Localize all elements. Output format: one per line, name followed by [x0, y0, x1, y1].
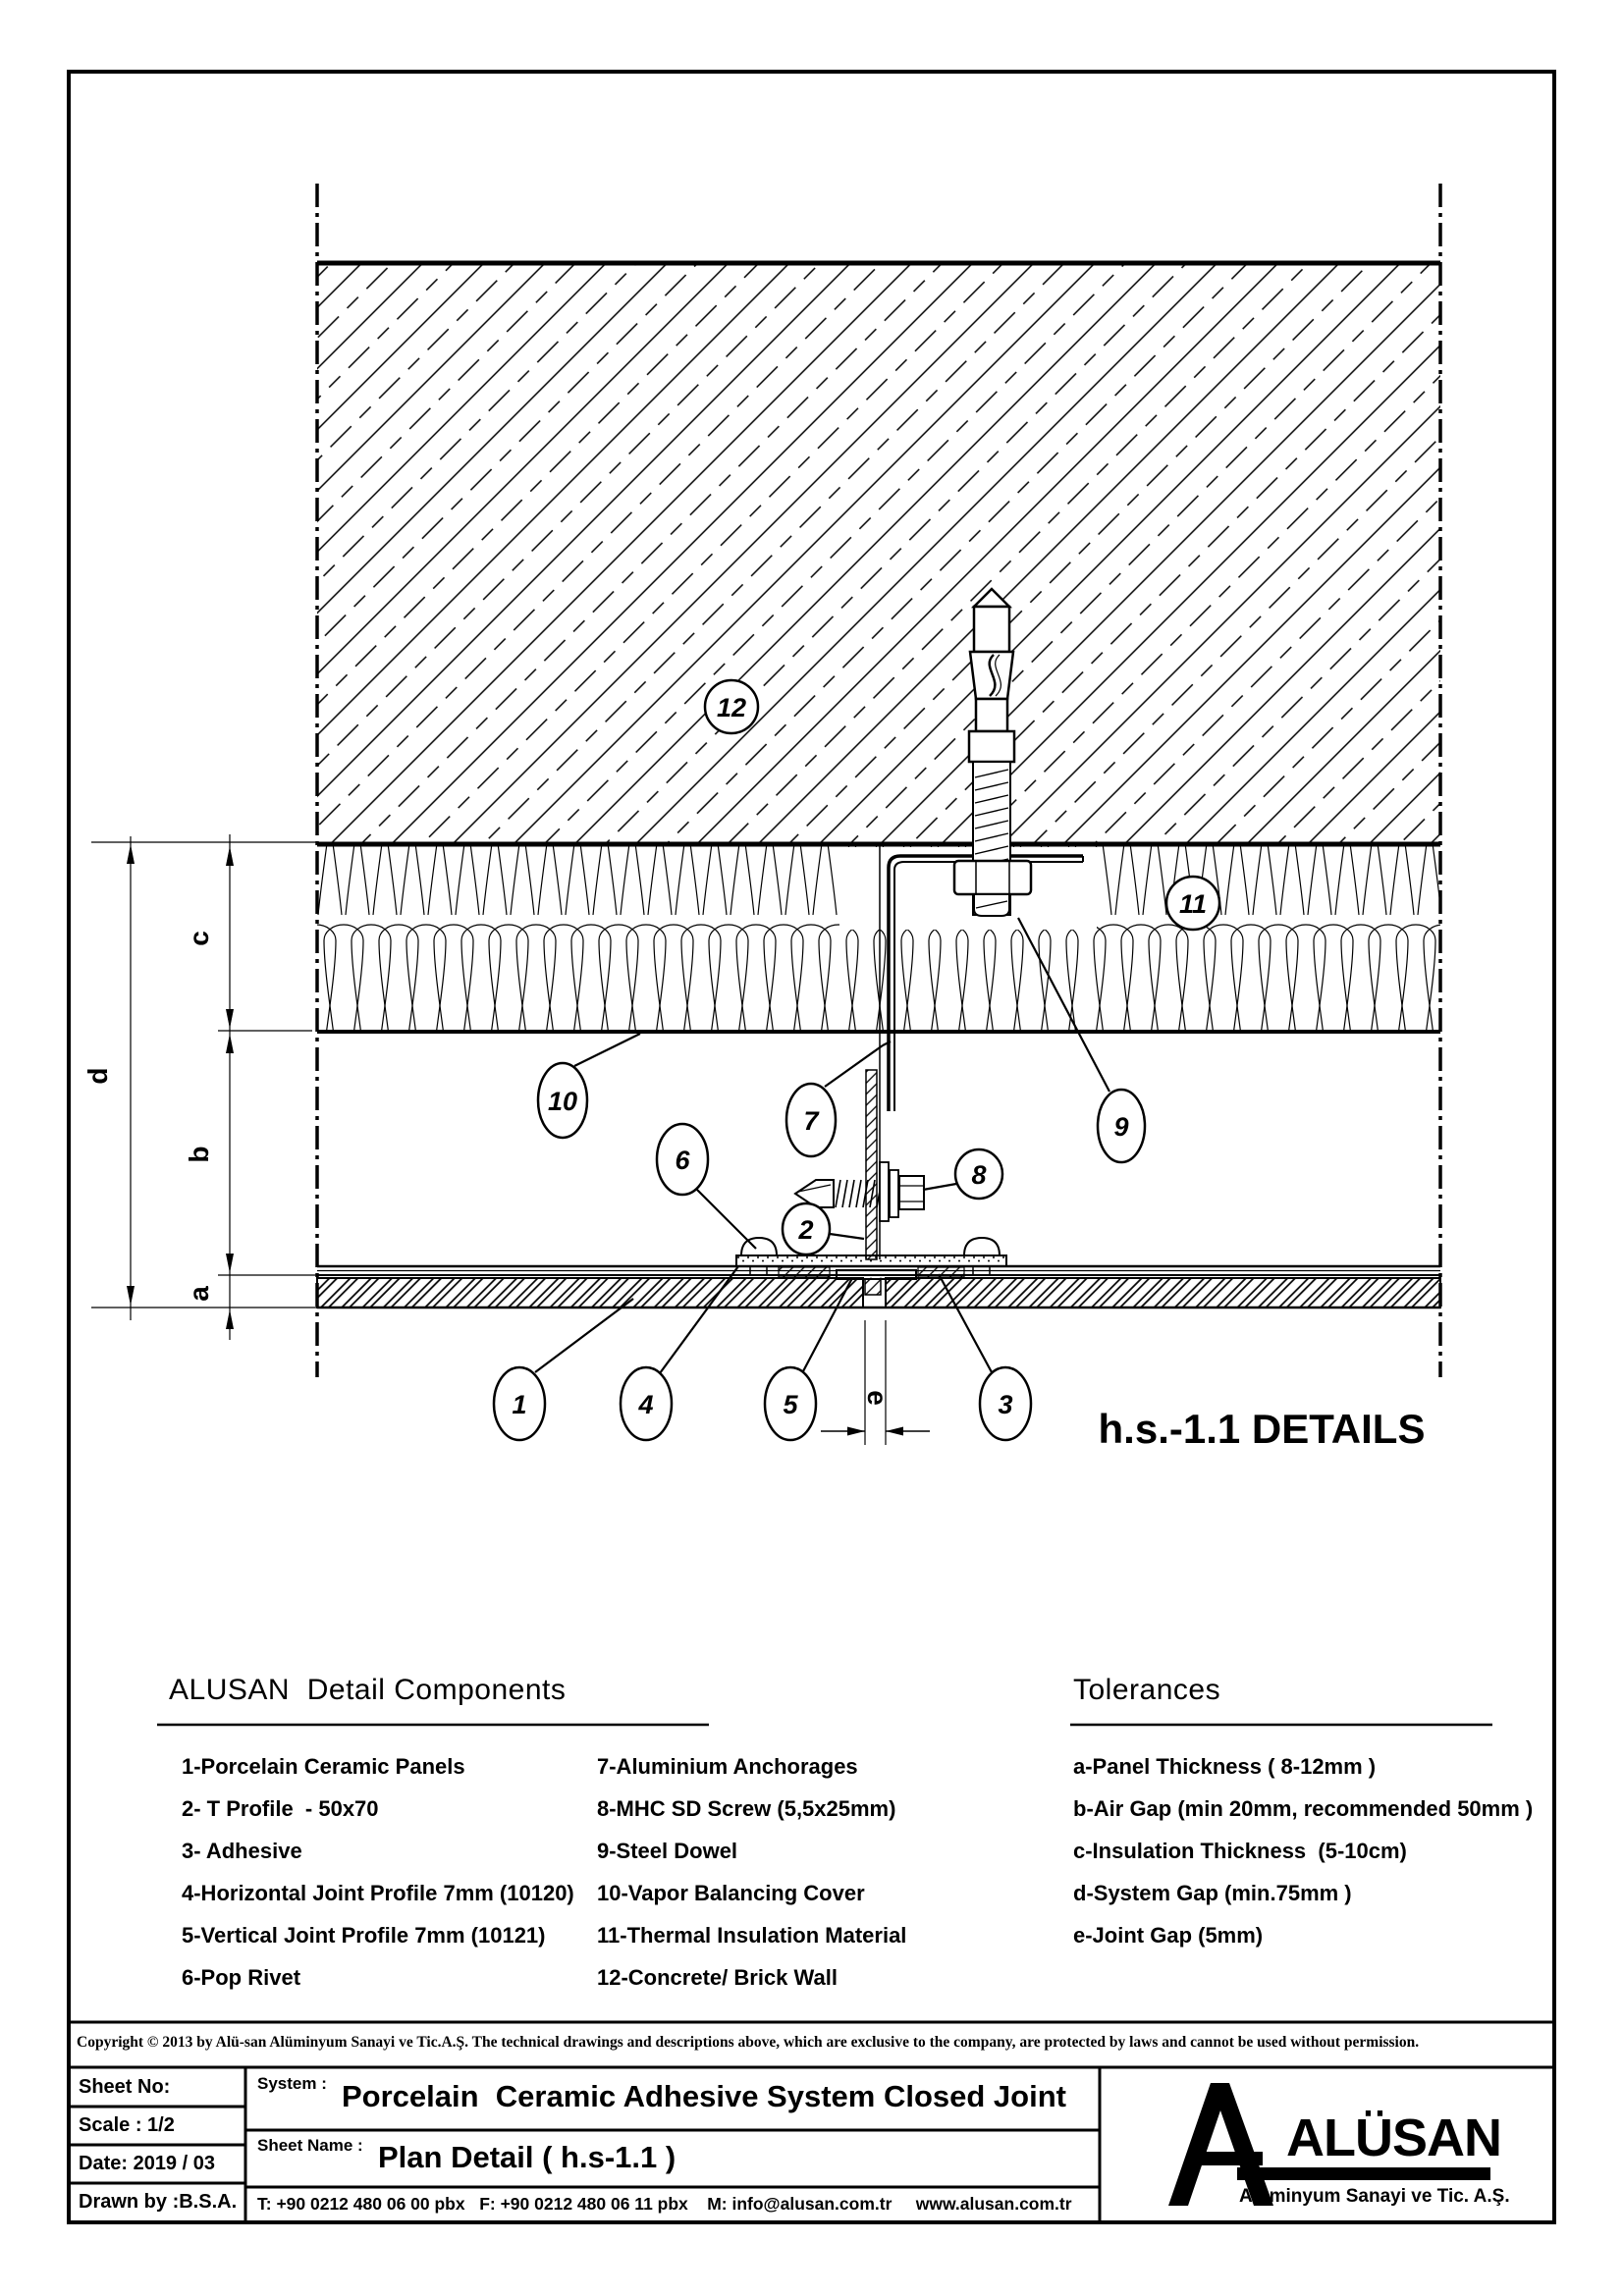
component-item-9: 9-Steel Dowel [597, 1839, 738, 1863]
callout-1-label: 1 [512, 1390, 527, 1419]
tolerance-item-e: e-Joint Gap (5mm) [1073, 1923, 1264, 1948]
scale-label: Scale : 1/2 [79, 2114, 175, 2136]
component-item-12: 12-Concrete/ Brick Wall [597, 1965, 838, 1990]
t-profile-web [866, 1070, 877, 1259]
system-value: Porcelain Ceramic Adhesive System Closed Joint [342, 2079, 1066, 2113]
sheet-name-value: Plan Detail ( h.s-1.1 ) [378, 2140, 676, 2174]
details-title: h.s.-1.1 DETAILS [1098, 1406, 1426, 1452]
callout-12-label: 12 [716, 693, 747, 722]
tolerance-item-d: d-System Gap (min.75mm ) [1073, 1881, 1352, 1905]
callout-11-label: 11 [1178, 889, 1208, 919]
dim-label-e: e [862, 1390, 893, 1406]
component-item-8: 8-MHC SD Screw (5,5x25mm) [597, 1796, 896, 1821]
component-item-5: 5-Vertical Joint Profile 7mm (10121) [182, 1923, 546, 1948]
component-item-11: 11-Thermal Insulation Material [597, 1923, 907, 1948]
callout-6-label: 6 [675, 1146, 690, 1175]
component-item-1: 1-Porcelain Ceramic Panels [182, 1754, 465, 1779]
tolerance-item-a: a-Panel Thickness ( 8-12mm ) [1073, 1754, 1377, 1779]
dim-label-a: a [184, 1286, 214, 1302]
contact-info: T: +90 0212 480 06 00 pbx F: +90 0212 480 06 11 pbx M: info@alusan.com.tr www.alusan.com.tr [257, 2194, 1072, 2214]
copyright-notice: Copyright © 2013 by Alü-san Alüminyum Sanayi ve Tic.A.Ş. The technical drawings and descriptions above, which are exclusive to the company, are protected by laws and cannot be used without permission. [77, 2034, 1420, 2051]
sheet-name-label: Sheet Name : [257, 2136, 363, 2155]
component-item-3: 3- Adhesive [182, 1839, 302, 1863]
dimension-e [821, 1320, 930, 1445]
callout-8-label: 8 [971, 1160, 987, 1190]
dim-label-b: b [184, 1146, 214, 1163]
callout-9-label: 9 [1113, 1112, 1129, 1142]
callout-5-label: 5 [783, 1390, 798, 1419]
tolerance-item-c: c-Insulation Thickness (5-10cm) [1073, 1839, 1407, 1863]
component-item-7: 7-Aluminium Anchorages [597, 1754, 858, 1779]
date-label: Date: 2019 / 03 [79, 2153, 215, 2174]
concrete-wall [317, 263, 1440, 844]
drawn-by-label: Drawn by :B.S.A. [79, 2191, 238, 2213]
logo-name: ALÜSAN [1286, 2109, 1501, 2167]
component-item-6: 6-Pop Rivet [182, 1965, 301, 1990]
pop-rivet-right [964, 1238, 1000, 1255]
logo-subtitle: Alüminyum Sanayi ve Tic. A.Ş. [1239, 2186, 1510, 2207]
dim-label-c: c [184, 931, 214, 946]
dimension-chain [91, 834, 317, 1340]
callout-4-label: 4 [638, 1390, 654, 1419]
tolerances-heading: Tolerances [1073, 1674, 1221, 1706]
tolerance-item-b: b-Air Gap (min 20mm, recommended 50mm ) [1073, 1796, 1534, 1821]
sheet-no-label: Sheet No: [79, 2076, 171, 2098]
components-heading: ALUSAN Detail Components [169, 1674, 567, 1706]
callout-3-label: 3 [998, 1390, 1013, 1419]
callout-7-label: 7 [803, 1106, 819, 1136]
logo-bar [1237, 2167, 1490, 2180]
callout-2-label: 2 [798, 1215, 814, 1245]
component-item-10: 10-Vapor Balancing Cover [597, 1881, 865, 1905]
alusan-logo [1168, 2083, 1510, 2207]
component-item-4: 4-Horizontal Joint Profile 7mm (10120) [182, 1881, 574, 1905]
dim-label-d: d [82, 1067, 113, 1085]
system-label: System : [257, 2074, 327, 2093]
callout-10-label: 10 [547, 1087, 578, 1116]
component-item-2: 2- T Profile - 50x70 [182, 1796, 379, 1821]
